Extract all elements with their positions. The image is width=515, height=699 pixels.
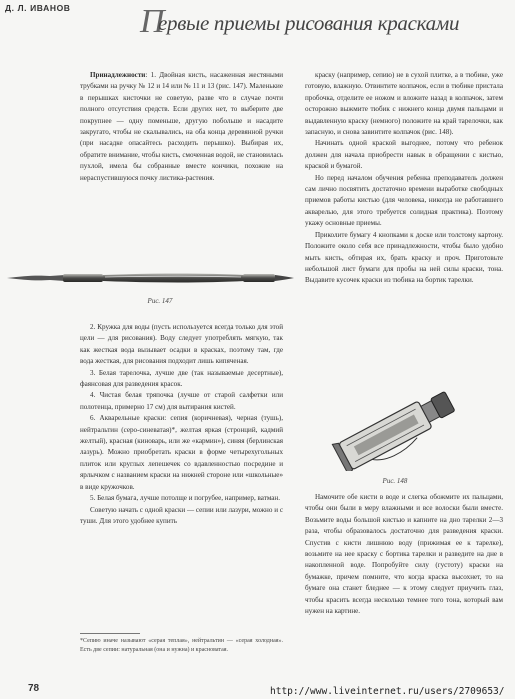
- right-column: [305, 70, 503, 287]
- paragraph: 3. Белая тарелочка, лучше две (так называемые десертные), фаянсовая для разведения красок.: [80, 368, 283, 389]
- title-initial: П: [140, 3, 165, 40]
- figure-caption: Рис. 148: [382, 477, 408, 485]
- lead-label: Принадлежности: [90, 71, 146, 79]
- title-text: ервые приемы рисования красками: [158, 11, 460, 35]
- paragraph: 4. Чистая белая тряпочка (лучше от старой салфетки или полотенца, примерно 17 см) для вытирания кистей.: [80, 391, 283, 411]
- footnote-divider: [80, 633, 140, 634]
- paint-tube-illustration: [330, 385, 460, 471]
- chapter-title: [140, 3, 515, 40]
- author-header: Д. Л. ИВАНОВ: [5, 3, 71, 13]
- left-column: [80, 70, 283, 184]
- paragraph: Советую начать с одной краски — сепии или лазури, можно и с туши. Для этого удобнее купить: [80, 505, 283, 525]
- figure-caption: Рис. 147: [147, 297, 173, 305]
- paragraph: Намочите обе кисти в воде и слегка обожмите их пальцами, чтобы они были в меру влажными и все волоски были вместе. Возьмите воды большой кистью и капните на дно тарелки 2—3 раза, чтобы образовалось достаточно для разведения краски. Спустив с кисти лишнюю воду (прижимая ее к тарелке), возьмите на нее краску с бортика тарелки и разведите на дне в накопленной воде. Попробуйте силу (густоту) краски на бумажке, причем помните, что когда краска высохнет, то на бумаге она станет бледнее — к этому следует приучить глаз, чтобы красить всегда несколько темнее того тона, который вам нужен на картине.: [305, 493, 503, 616]
- double-brush-illustration: [5, 260, 295, 296]
- paragraph: 5. Белая бумага, лучше потолще и погрубее, например, ватман.: [90, 494, 280, 503]
- paragraph: 6. Акварельные краски: сепия (коричневая), черная (тушь), нейтральтин (серо-синеватая)*, желтая яркая (стронций, кадмий желтый), красная (киноварь, или же «кармин»), синяя (берлинская лазурь). Можно приобретать краски в форме четырехугольных плиток или круглых лепешечек со вдавленностью посредине и ярлычком с названием краски на нижней стороне или «школьные» в виде кружочков.: [80, 414, 283, 491]
- paragraph: Но перед началом обучения ребенка преподаватель должен сам лично посвятить достаточно времени выработке свободных приемов работы кистью (для человека, никогда не работавшего акварелью, для этого требуется солидная практика). Поэтому укажу основные приемы.: [305, 173, 503, 228]
- right-column-continued: [305, 492, 503, 617]
- page-number: 78: [28, 683, 40, 694]
- paragraph: краску (например, сепию) не в сухой плитке, а в тюбике, уже готовую, влажную. Отвинтите колпачок, если в тюбике пристала пробочка, отделите ее ножом и вложите назад в колпачок, затем осторожно выжмите тюбик с нижнего конца двумя пальцами и выдавленную краску (немного) положите на край тарелочки, как запасную, и снова завинтите колпачок (рис. 148).: [305, 71, 503, 137]
- left-column-continued: [80, 322, 283, 527]
- source-url: http://www.liveinternet.ru/users/2709653/: [270, 686, 505, 697]
- paragraph: 2. Кружка для воды (пусть используется всегда только для этой цели — для рисования). Воду следует употреблять мягкую, так как жесткая вода вызывает осадки в красках, поэтому там, где вода жесткая, для рисования подходит лишь кипяченая.: [80, 323, 283, 366]
- paragraph: Начинать одной краской выгоднее, потому что ребенок должен для начала приобрести навык в обращении с кистью, краской и бумагой.: [305, 139, 503, 171]
- footnote: *Сепию иначе называют «серая теплая», нейтральтин — «серая холодная». Есть две сепии: натуральная (она и нужна) и красноватая.: [80, 638, 283, 653]
- paragraph: Принадлежности: 1. Двойная кисть, насаженная жестяными трубками на ручку № 12 и 14 или № 11 и 13 (рис. 147). Маленькие в перышках кисточки не советую, разве что в случае почти полного отсутствия средств. Если других нет, то выберите две покрупнее — одну поменьше, другую побольше и насадите закругато, чтобы не скалывались, на оба конца деревянной ручки (при насадке опасайтесь расходить перышко). Выбирая их, обратите внимание, чтобы кисть, смоченная водой, не становилась пухлой, имела бы собранные вместе кончики, похожие на нераспустившуюся почку листика-растения.: [80, 71, 283, 182]
- paragraph: Приколите бумагу 4 кнопками к доске или толстому картону. Положите около себя все принадлежности, чтобы было удобно мыть кисть, обтирая их, брать краску и проч. Приготовьте небольшой лист бумаги для пробы на ней силы краски, тона. Выдавите кусочек краски из тюбика на бортик тарелки.: [305, 230, 503, 285]
